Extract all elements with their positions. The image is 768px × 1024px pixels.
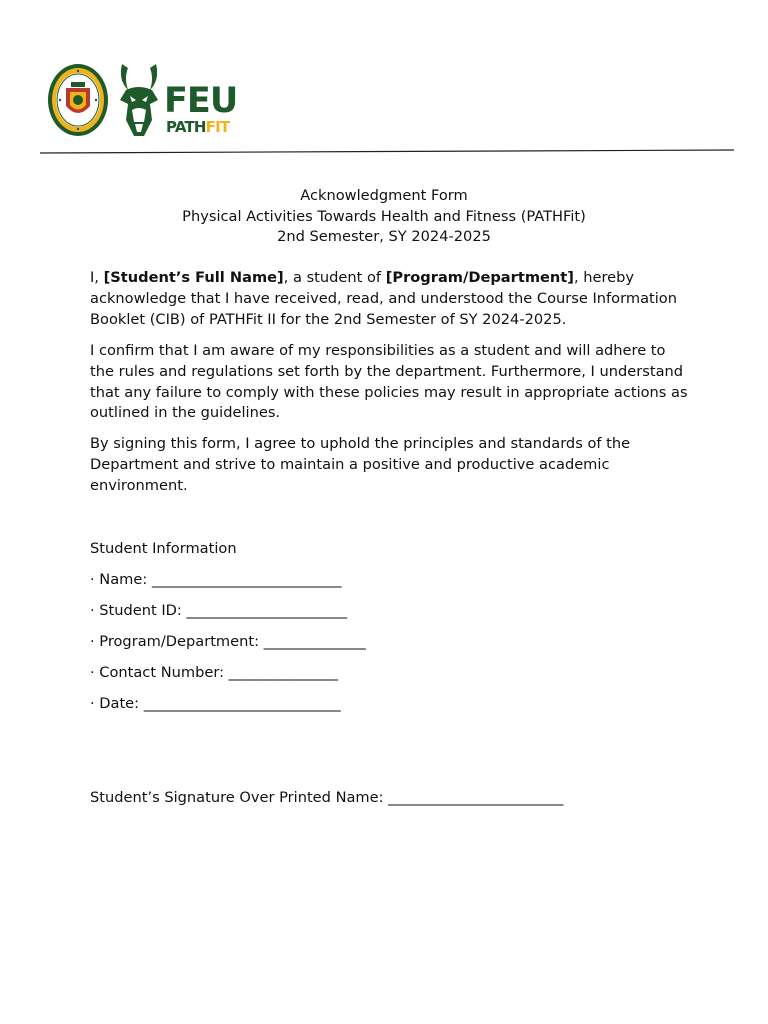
contact-number-field-line: · Contact Number: _______________ <box>90 664 339 681</box>
header-divider <box>40 149 734 154</box>
semester-title: 2nd Semester, SY 2024-2025 <box>277 228 491 245</box>
p1-suffix: , hereby acknowledge that I have received, read, and understood the Course Information Booklet (CIB) of PATHFit II for the 2nd Semester of SY 2024-2025. <box>90 269 677 328</box>
course-title: Physical Activities Towards Health and Fitness (PATHFit) <box>182 207 586 225</box>
program-placeholder: [Program/Department] <box>385 269 574 286</box>
agreement-paragraph: By signing this form, I agree to uphold the principles and standards of the Department and strive to maintain a positive and productive academic environment. <box>90 435 631 494</box>
feu-university-seal-icon <box>46 62 110 138</box>
form-title-block <box>0 186 768 248</box>
pathfit-logo-path: PATH <box>166 118 206 136</box>
student-id-field-line: · Student ID: ______________________ <box>90 602 347 619</box>
acknowledgment-paragraph <box>90 268 690 330</box>
pathfit-logo-fit: FIT <box>205 118 230 136</box>
p1-prefix: I, <box>90 269 104 286</box>
responsibilities-paragraph: I confirm that I am aware of my responsibilities as a student and will adhere to the rules and regulations set forth by the department. Furthermore, I understand that any failure to comply with these policies may result in appropriate actions as outlined in the guidelines. <box>90 342 688 422</box>
date-field-line: · Date: ___________________________ <box>90 695 341 712</box>
header-logos <box>46 58 246 142</box>
student-info-heading: Student Information <box>90 540 237 557</box>
student-name-placeholder: [Student’s Full Name] <box>103 269 284 286</box>
signature-field-line: Student’s Signature Over Printed Name: ________________________ <box>90 789 564 806</box>
form-title: Acknowledgment Form <box>300 187 468 204</box>
tamaraw-head-icon <box>112 60 166 140</box>
feu-logo-text: FEU <box>164 81 238 121</box>
name-field-line: · Name: __________________________ <box>90 571 342 588</box>
program-field-line: · Program/Department: ______________ <box>90 633 366 650</box>
p1-mid: , a student of <box>283 269 386 286</box>
pathfit-logo-text <box>166 120 229 135</box>
